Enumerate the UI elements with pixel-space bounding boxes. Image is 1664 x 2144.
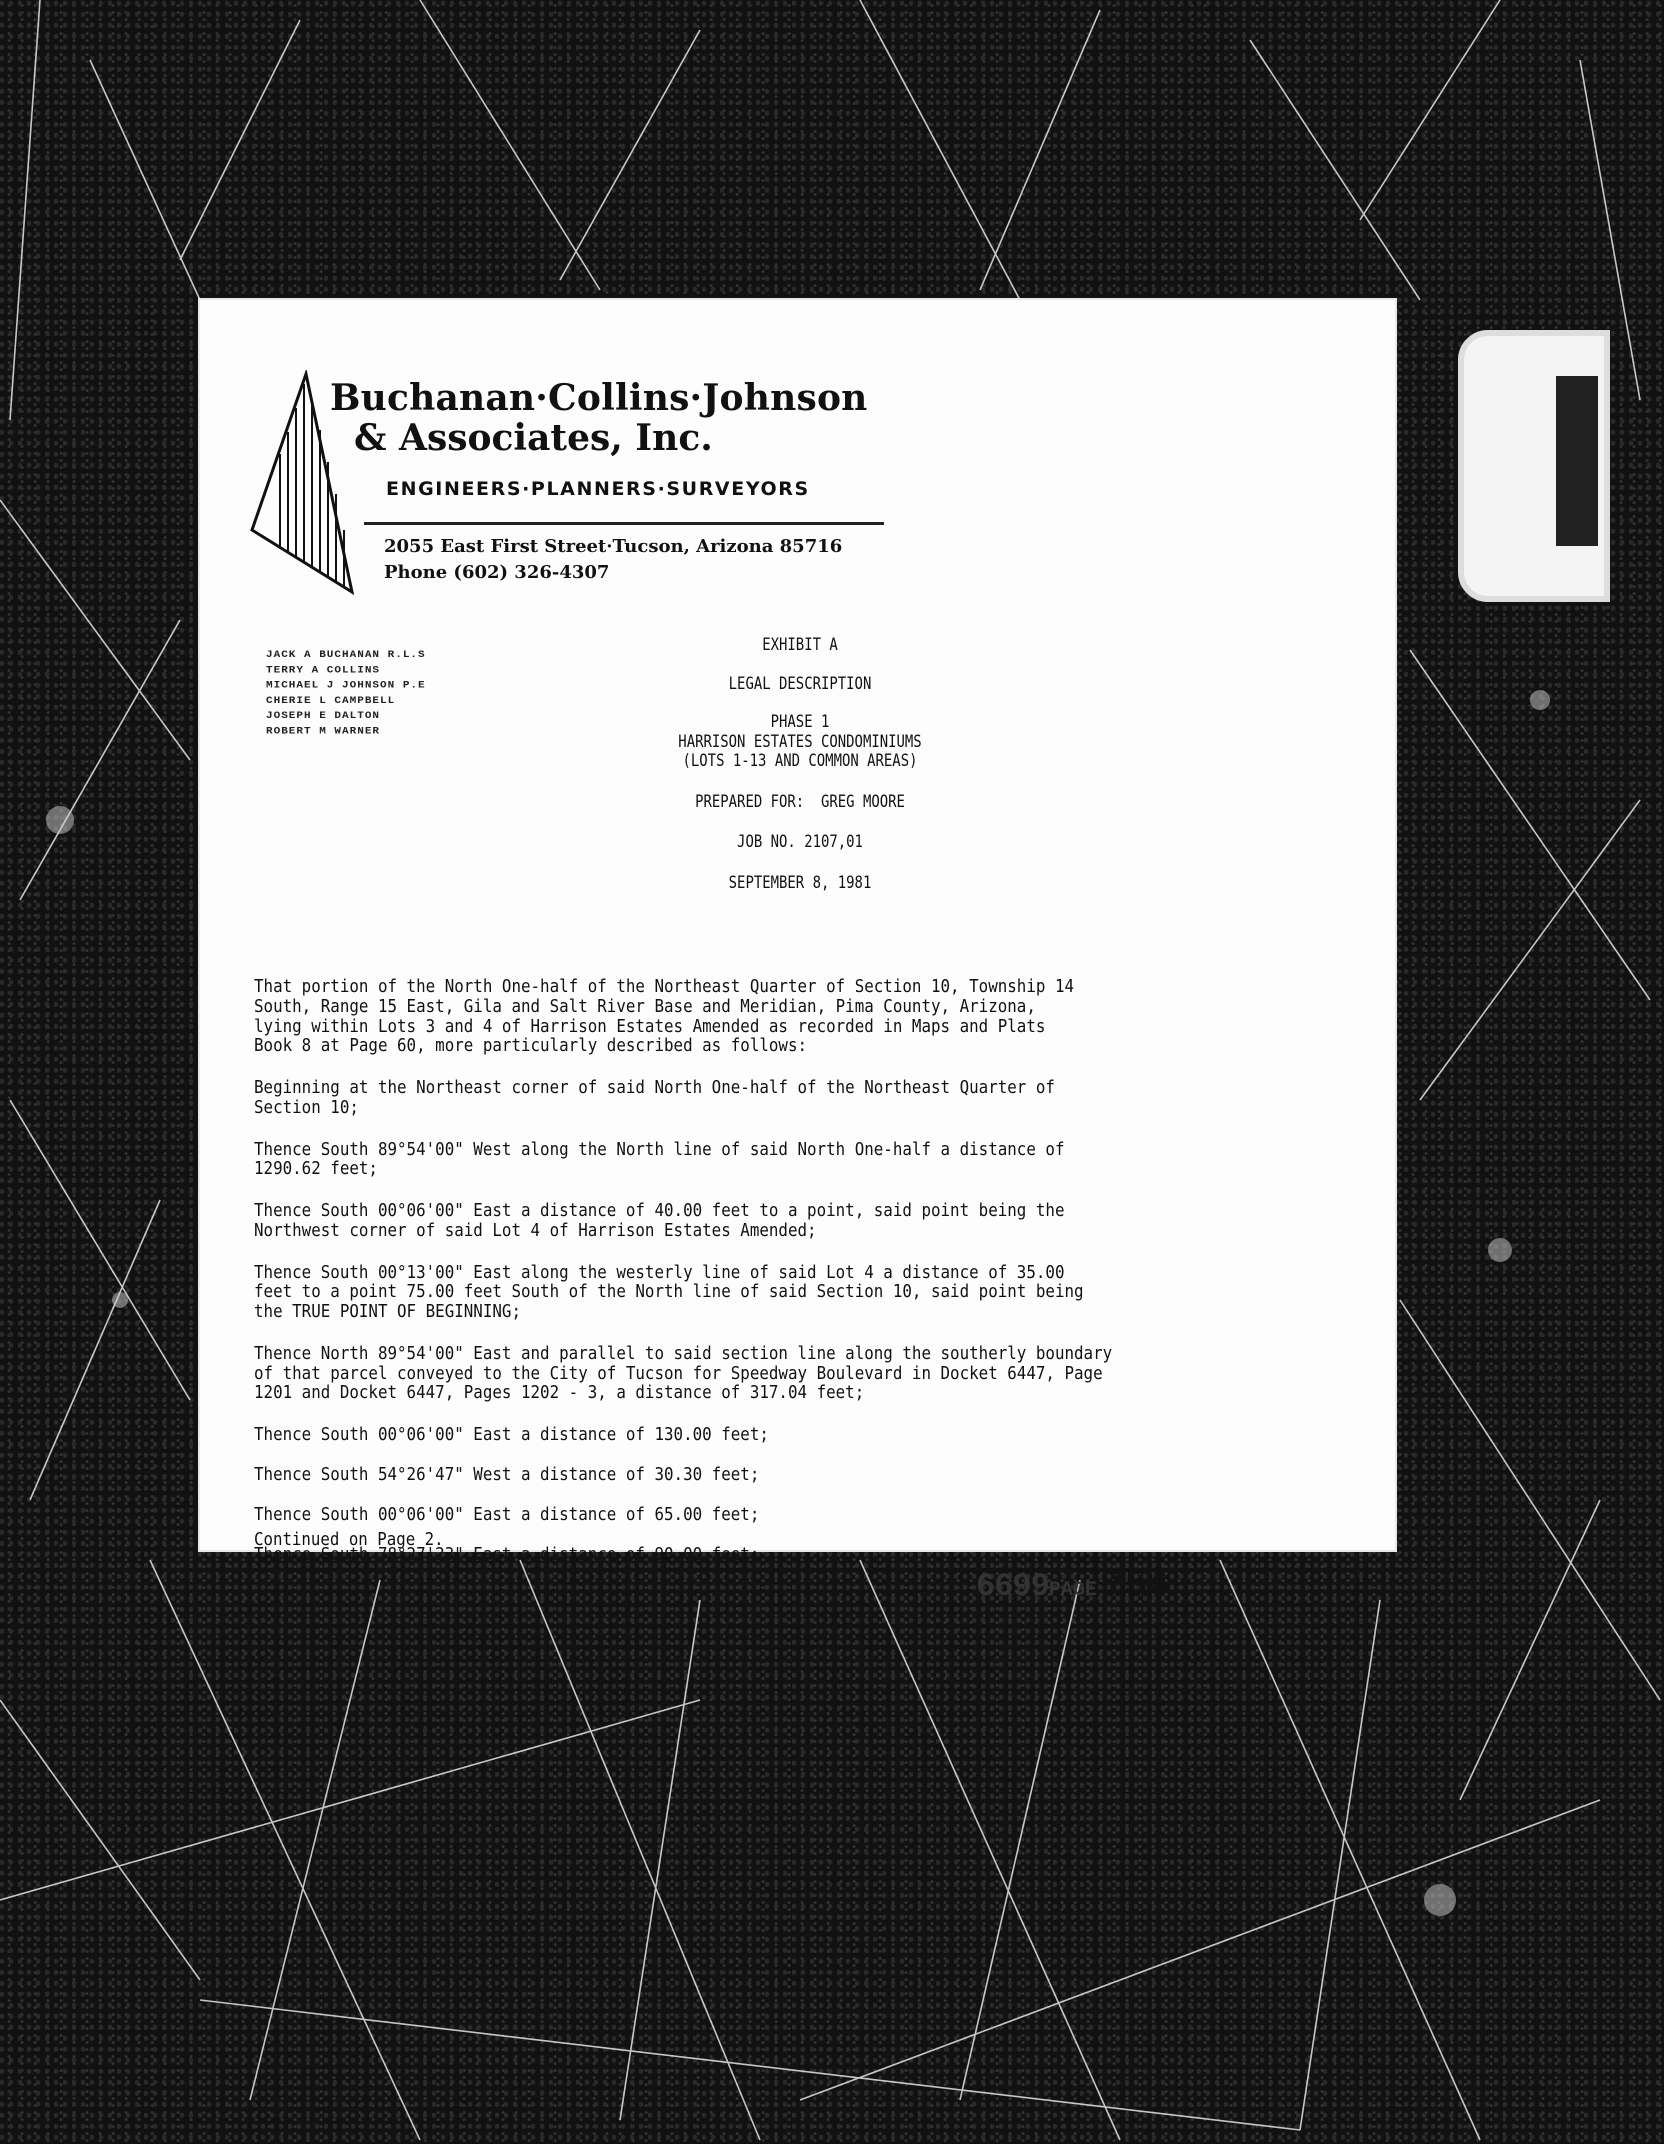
tab-dark-strip [1556,376,1598,546]
project-name: HARRISON ESTATES CONDOMINIUMS [678,731,922,752]
description-paragraph: Thence South 00°06'00" East a distance of 130.00 feet; [254,1425,769,1446]
description-paragraph: Thence South 78°27'23" East a distance of 90.00 feet; [254,1544,760,1565]
continued-note: Continued on Page 2. [254,1530,444,1550]
exhibit-label: EXHIBIT A [762,635,838,655]
letterhead-divider [364,522,884,525]
firm-name-line2: & Associates, Inc. [354,417,713,460]
staff-name: ROBERT M WARNER [266,726,381,738]
description-paragraph: Beginning at the Northeast corner of said North One-half of the Northeast Quarter of Section 10; [254,1078,1055,1118]
firm-name-line1: Buchanan·Collins·Johnson [330,377,868,419]
page-label: PAGE [1048,1579,1097,1602]
legal-description-body [254,978,1364,1585]
paper-clip-tab [1458,330,1610,602]
prepared-for: PREPARED FOR: GREG MOORE [695,791,905,812]
document-title: LEGAL DESCRIPTION [728,673,872,694]
description-paragraph: Thence North 89°54'00" East and parallel to said section line along the southerly boundary of that parcel conveyed to the City of Tucson for Speedway Boulevard in Docket 6447, Page 1201 and Docket 6447, Pages 1202 - 3, a distance of 317.04 feet; [254,1343,1113,1404]
document-heading [579,636,1022,893]
document-page [200,300,1395,1607]
description-paragraph: Thence South 54°26'47" West a distance of 30.30 feet; [254,1465,760,1486]
description-paragraph: Thence South 00°06'00" East a distance of 40.00 feet to a point, said point being the Northwest corner of said Lot 4 of Harrison Estates Amended; [254,1201,1065,1241]
recording-stamp [976,1564,1168,1607]
firm-name [330,378,868,459]
firm-phone: Phone (602) 326-4307 [384,562,610,584]
firm-address-block [384,534,842,586]
firm-tagline: ENGINEERS·PLANNERS·SURVEYORS [386,478,810,500]
staff-name: MICHAEL J JOHNSON P.E [266,680,426,692]
document-date: SEPTEMBER 8, 1981 [728,872,872,893]
docket-number: 6699 [976,1568,1049,1605]
description-paragraph: Thence South 00°06'00" East a distance of 65.00 feet; [254,1504,760,1525]
description-paragraph: That portion of the North One-half of the Northeast Quarter of Section 10, Township 14 South, Range 15 East, Gila and Salt River Base and Meridian, Pima County, Arizona, lying within Lots 3 and 4 of Harrison Estates Amended as recorded in Maps and Plats Book 8 at Page 60, more particularly described as follows: [254,977,1075,1057]
firm-address: 2055 East First Street·Tucson, Arizona 85716 [384,536,843,557]
description-paragraph: Thence South 00°13'00" East along the westerly line of said Lot 4 a distance of 35.00 feet to a point 75.00 feet South of the North line of said Section 10, said point being the TRUE POINT OF BEGINNING; [254,1262,1084,1323]
staff-name: CHERIE L CAMPBELL [266,695,396,707]
description-paragraph: Thence South 89°54'00" West along the North line of said North One-half a distance of 1290.62 feet; [254,1139,1065,1180]
job-number: JOB NO. 2107,01 [737,832,863,853]
staff-name: JACK A BUCHANAN R.L.S [266,649,426,661]
staff-list [266,648,426,740]
phase-label: PHASE 1 [770,712,830,733]
staff-name: TERRY A COLLINS [266,665,381,676]
page-number: 754 [1102,1564,1169,1607]
lots-label: (LOTS 1-13 AND COMMON AREAS) [682,751,918,772]
staff-name: JOSEPH E DALTON [266,711,381,722]
